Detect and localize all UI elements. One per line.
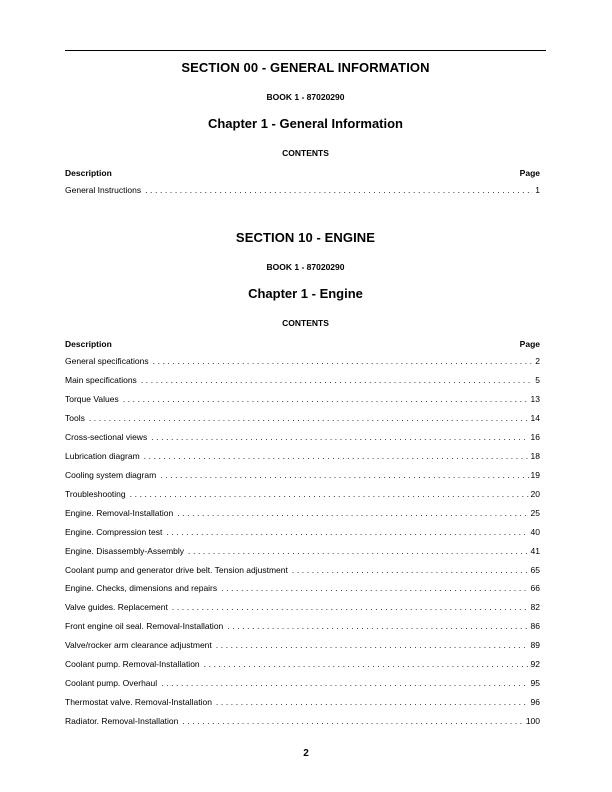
- top-rule: [65, 50, 546, 51]
- toc-entry-page: 14: [530, 412, 540, 423]
- toc-entry[interactable]: [65, 621, 540, 632]
- toc-entry-page: 20: [530, 488, 540, 499]
- dot-leader: [151, 432, 528, 443]
- dot-leader: [145, 185, 533, 196]
- dot-leader: [166, 527, 528, 538]
- description-header: Description: [65, 339, 112, 349]
- toc-entry-page: 89: [530, 640, 540, 651]
- dot-leader: [141, 375, 533, 386]
- toc-entry[interactable]: [65, 432, 540, 443]
- toc-entry-page: 96: [530, 697, 540, 708]
- section-10-toc-header: [65, 339, 540, 349]
- toc-entry[interactable]: [65, 356, 540, 367]
- toc-entry-title: Front engine oil seal. Removal-Installation: [65, 621, 224, 632]
- toc-entry[interactable]: [65, 508, 540, 519]
- section-10-contents-label: CONTENTS: [282, 318, 329, 328]
- dot-leader: [161, 678, 528, 689]
- dot-leader: [160, 470, 528, 481]
- toc-entry[interactable]: [65, 451, 540, 462]
- toc-entry-title: Engine. Compression test: [65, 526, 163, 537]
- toc-entry-title: General Instructions: [65, 185, 142, 195]
- toc-entry-page: 95: [530, 678, 540, 689]
- toc-entry-title: Tools: [65, 412, 85, 423]
- toc-entry[interactable]: [65, 527, 540, 538]
- toc-entry-page: 65: [530, 564, 540, 575]
- toc-entry-page: 19: [530, 469, 540, 480]
- dot-leader: [216, 640, 529, 651]
- description-header: Description: [65, 168, 112, 178]
- dot-leader: [188, 546, 528, 557]
- toc-entry-title: Cooling system diagram: [65, 469, 157, 480]
- section-00-toc-header: [65, 168, 540, 178]
- toc-entry[interactable]: [65, 678, 540, 689]
- toc-entry[interactable]: [65, 565, 540, 576]
- toc-entry-title: Valve guides. Replacement: [65, 602, 168, 613]
- toc-entry-title: Torque Values: [65, 393, 119, 404]
- dot-leader: [221, 583, 528, 594]
- dot-leader: [182, 716, 523, 727]
- toc-entry-title: Radiator. Removal-Installation: [65, 716, 179, 726]
- toc-entry-page: 13: [530, 393, 540, 404]
- dot-leader: [153, 356, 534, 367]
- dot-leader: [172, 602, 529, 613]
- toc-entry-title: Engine. Removal-Installation: [65, 507, 174, 518]
- toc-entry[interactable]: [65, 659, 540, 670]
- toc-entry-page: 25: [530, 507, 540, 518]
- section-00-book: BOOK 1 - 87020290: [266, 92, 345, 102]
- toc-entry-title: Thermostat valve. Removal-Installation: [65, 697, 212, 708]
- section-00-contents-label: CONTENTS: [282, 148, 329, 158]
- toc-entry[interactable]: [65, 470, 540, 481]
- dot-leader: [227, 621, 528, 632]
- toc-entry-title: Main specifications: [65, 374, 137, 385]
- dot-leader: [89, 413, 529, 424]
- dot-leader: [144, 451, 529, 462]
- dot-leader: [216, 697, 529, 708]
- dot-leader: [204, 659, 529, 670]
- dot-leader: [123, 394, 529, 405]
- toc-entry[interactable]: [65, 640, 540, 651]
- section-00-chapter-title: Chapter 1 - General Information: [207, 116, 404, 131]
- section-10-chapter-title: Chapter 1 - Engine: [248, 286, 363, 301]
- toc-entry-title: Cross-sectional views: [65, 431, 148, 442]
- toc-entry-title: Troubleshooting: [65, 488, 126, 499]
- section-10-book: BOOK 1 - 87020290: [266, 262, 345, 272]
- toc-entry-title: Coolant pump and generator drive belt. Tension adjustment: [65, 564, 288, 575]
- section-00-title: SECTION 00 - GENERAL INFORMATION: [181, 60, 430, 75]
- toc-entry[interactable]: [65, 413, 540, 424]
- toc-entry-page: 41: [530, 545, 540, 556]
- toc-entry-title: Valve/rocker arm clearance adjustment: [65, 640, 212, 651]
- toc-entry-page: 82: [530, 602, 540, 613]
- toc-entry[interactable]: [65, 546, 540, 557]
- toc-entry[interactable]: [65, 716, 540, 727]
- dot-leader: [292, 565, 529, 576]
- toc-entry-page: 66: [530, 583, 540, 594]
- toc-entry[interactable]: [65, 602, 540, 613]
- section-10-title: SECTION 10 - ENGINE: [235, 230, 376, 245]
- toc-entry-title: General specifications: [65, 356, 149, 366]
- toc-entry-page: 1: [535, 185, 540, 195]
- toc-entry-title: Lubrication diagram: [65, 450, 140, 461]
- toc-entry-title: Coolant pump. Overhaul: [65, 678, 158, 689]
- dot-leader: [177, 508, 528, 519]
- toc-entry[interactable]: [65, 697, 540, 708]
- page-header: Page: [519, 339, 540, 349]
- toc-entry-page: 18: [530, 450, 540, 461]
- toc-entry-page: 86: [530, 621, 540, 632]
- page-number: 2: [303, 748, 309, 759]
- toc-entry[interactable]: [65, 375, 540, 386]
- toc-entry-title: Engine. Disassembly-Assembly: [65, 545, 185, 556]
- toc-entry[interactable]: [65, 489, 540, 500]
- toc-entry-page: 16: [530, 431, 540, 442]
- toc-entry-page: 2: [535, 356, 540, 366]
- toc-entry-title: Engine. Checks, dimensions and repairs: [65, 583, 218, 594]
- toc-entry[interactable]: [65, 394, 540, 405]
- toc-entry-page: 40: [530, 526, 540, 537]
- dot-leader: [130, 489, 529, 500]
- toc-entry-page: 92: [530, 659, 540, 670]
- page-header: Page: [519, 168, 540, 178]
- toc-entry-page: 100: [525, 716, 540, 726]
- toc-entry-title: Coolant pump. Removal-Installation: [65, 659, 200, 670]
- toc-entry[interactable]: [65, 583, 540, 594]
- toc-entry-page: 5: [535, 374, 540, 385]
- toc-entry[interactable]: [65, 185, 540, 196]
